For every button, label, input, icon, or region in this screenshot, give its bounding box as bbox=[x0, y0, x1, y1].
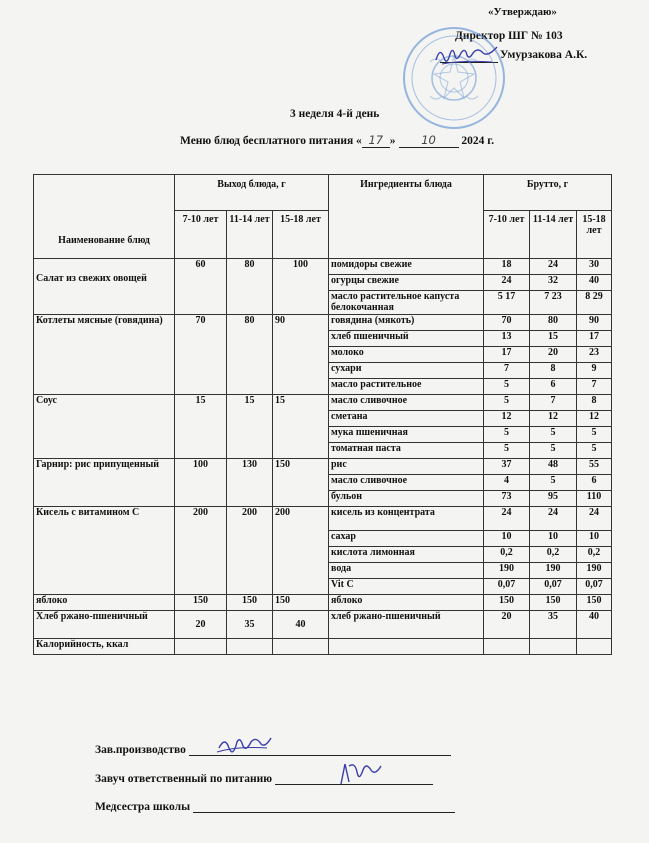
director-title: Директор ШГ № 103 bbox=[455, 30, 563, 42]
gross-value: 24 bbox=[484, 275, 530, 291]
gross-value: 150 bbox=[484, 595, 530, 611]
output-value: 40 bbox=[273, 611, 329, 639]
gross-value: 9 bbox=[577, 363, 612, 379]
output-value: 100 bbox=[175, 459, 227, 507]
approve-label: «Утверждаю» bbox=[488, 6, 557, 18]
menu-month: 10 bbox=[399, 133, 459, 148]
gross-value: 95 bbox=[530, 491, 577, 507]
dish-name: яблоко bbox=[34, 595, 175, 611]
output-value: 150 bbox=[273, 459, 329, 507]
table-row bbox=[34, 315, 612, 331]
ingredient-name: кислота лимонная bbox=[329, 547, 484, 563]
output-value: 200 bbox=[175, 507, 227, 595]
gross-value: 13 bbox=[484, 331, 530, 347]
gross-value: 5 bbox=[484, 443, 530, 459]
gross-value: 17 bbox=[484, 347, 530, 363]
output-value: 80 bbox=[227, 259, 273, 315]
calories-gross bbox=[484, 639, 530, 655]
output-age-15-18: 15-18 лет bbox=[273, 211, 329, 259]
output-value: 60 bbox=[175, 259, 227, 315]
output-age-11-14: 11-14 лет bbox=[227, 211, 273, 259]
output-age-7-10: 7-10 лет bbox=[175, 211, 227, 259]
gross-value: 55 bbox=[577, 459, 612, 475]
gross-value: 7 bbox=[484, 363, 530, 379]
gross-value: 18 bbox=[484, 259, 530, 275]
gross-value: 80 bbox=[530, 315, 577, 331]
gross-value: 5 bbox=[530, 443, 577, 459]
gross-value: 37 bbox=[484, 459, 530, 475]
dish-name: Салат из свежих овощей bbox=[34, 259, 175, 315]
gross-value: 190 bbox=[530, 563, 577, 579]
calories-gross bbox=[577, 639, 612, 655]
table-row bbox=[34, 507, 612, 531]
gross-value: 150 bbox=[530, 595, 577, 611]
dish-name: Котлеты мясные (говядина) bbox=[34, 315, 175, 395]
gross-value: 10 bbox=[530, 531, 577, 547]
ingredient-name: бульон bbox=[329, 491, 484, 507]
gross-value: 24 bbox=[577, 507, 612, 531]
output-value: 15 bbox=[273, 395, 329, 459]
gross-value: 5 bbox=[484, 427, 530, 443]
menu-day: 17 bbox=[362, 133, 390, 148]
ingredient-name: Vit C bbox=[329, 579, 484, 595]
ingredient-name: рис bbox=[329, 459, 484, 475]
gross-value: 110 bbox=[577, 491, 612, 507]
gross-value: 8 bbox=[577, 395, 612, 411]
ingredient-name: вода bbox=[329, 563, 484, 579]
gross-value: 0,07 bbox=[484, 579, 530, 595]
gross-value: 0,07 bbox=[530, 579, 577, 595]
calories-gross bbox=[530, 639, 577, 655]
menu-year: 2024 г. bbox=[461, 135, 495, 147]
output-value: 90 bbox=[273, 315, 329, 395]
table-row bbox=[34, 595, 612, 611]
gross-value: 0,2 bbox=[577, 547, 612, 563]
gross-value: 0,07 bbox=[577, 579, 612, 595]
gross-value: 40 bbox=[577, 275, 612, 291]
table-row bbox=[34, 395, 612, 411]
gross-value: 5 bbox=[530, 427, 577, 443]
calories-ingredient bbox=[329, 639, 484, 655]
gross-value: 48 bbox=[530, 459, 577, 475]
output-value: 150 bbox=[273, 595, 329, 611]
nurse-line bbox=[95, 801, 455, 813]
gross-value: 5 bbox=[577, 427, 612, 443]
ingredient-name: масло сливочное bbox=[329, 395, 484, 411]
gross-value: 150 bbox=[577, 595, 612, 611]
gross-value: 190 bbox=[484, 563, 530, 579]
output-value: 35 bbox=[227, 611, 273, 639]
gross-value: 190 bbox=[577, 563, 612, 579]
gross-value: 30 bbox=[577, 259, 612, 275]
ingredient-name: помидоры свежие bbox=[329, 259, 484, 275]
menu-table bbox=[33, 174, 612, 655]
gross-age-11-14: 11-14 лет bbox=[530, 211, 577, 259]
calories-value bbox=[273, 639, 329, 655]
menu-title-prefix: Меню блюд бесплатного питания « bbox=[180, 135, 362, 147]
output-value: 15 bbox=[175, 395, 227, 459]
gross-value: 73 bbox=[484, 491, 530, 507]
gross-value: 10 bbox=[577, 531, 612, 547]
gross-value: 5 bbox=[484, 395, 530, 411]
ingredient-name: мука пшеничная bbox=[329, 427, 484, 443]
gross-value: 23 bbox=[577, 347, 612, 363]
gross-value: 17 bbox=[577, 331, 612, 347]
gross-value: 35 bbox=[530, 611, 577, 639]
header-ingredients: Ингредиенты блюда bbox=[329, 175, 484, 259]
output-value: 20 bbox=[175, 611, 227, 639]
gross-value: 90 bbox=[577, 315, 612, 331]
gross-value: 20 bbox=[530, 347, 577, 363]
dish-name: Гарнир: рис припущенный bbox=[34, 459, 175, 507]
gross-value: 24 bbox=[530, 259, 577, 275]
header-output: Выход блюда, г bbox=[175, 175, 329, 211]
gross-age-15-18: 15-18 лет bbox=[577, 211, 612, 259]
dish-name: Хлеб ржано-пшеничный bbox=[34, 611, 175, 639]
ingredient-name: масло растительное капуста белокочанная bbox=[329, 291, 484, 315]
ingredient-name: огурцы свежие bbox=[329, 275, 484, 291]
gross-value: 20 bbox=[484, 611, 530, 639]
gross-value: 5 bbox=[530, 475, 577, 491]
ingredient-name: молоко bbox=[329, 347, 484, 363]
calories-row bbox=[34, 639, 612, 655]
ingredient-name: масло сливочное bbox=[329, 475, 484, 491]
calories-value bbox=[175, 639, 227, 655]
gross-age-7-10: 7-10 лет bbox=[484, 211, 530, 259]
gross-value: 15 bbox=[530, 331, 577, 347]
gross-value: 4 bbox=[484, 475, 530, 491]
school-seal-stamp bbox=[400, 24, 508, 132]
output-value: 200 bbox=[227, 507, 273, 595]
nurse-label: Медсестра школы bbox=[95, 801, 191, 813]
gross-value: 7 23 bbox=[530, 291, 577, 315]
gross-value: 8 29 bbox=[577, 291, 612, 315]
ingredient-name: хлеб ржано-пшеничный bbox=[329, 611, 484, 639]
nutrition-head-signature bbox=[335, 758, 385, 788]
gross-value: 5 bbox=[484, 379, 530, 395]
calories-label: Калорийность, ккал bbox=[34, 639, 175, 655]
production-head-label: Зав.производство bbox=[95, 744, 186, 756]
ingredient-name: сметана bbox=[329, 411, 484, 427]
header-dish-name: Наименование блюд bbox=[34, 175, 175, 259]
nurse-signature-line bbox=[193, 812, 455, 813]
week-day-label: 3 неделя 4-й день bbox=[290, 108, 380, 120]
gross-value: 7 bbox=[530, 395, 577, 411]
ingredient-name: яблоко bbox=[329, 595, 484, 611]
nutrition-head-label: Завуч ответственный по питанию bbox=[95, 773, 272, 785]
output-value: 150 bbox=[175, 595, 227, 611]
menu-title: Меню блюд бесплатного питания « 17 » 10 2024 г. bbox=[180, 133, 495, 147]
gross-value: 12 bbox=[577, 411, 612, 427]
gross-value: 0,2 bbox=[484, 547, 530, 563]
output-value: 70 bbox=[175, 315, 227, 395]
output-value: 15 bbox=[227, 395, 273, 459]
table-row bbox=[34, 259, 612, 275]
ingredient-name: томатная паста bbox=[329, 443, 484, 459]
output-value: 130 bbox=[227, 459, 273, 507]
table-row bbox=[34, 611, 612, 639]
calories-value bbox=[227, 639, 273, 655]
gross-value: 5 bbox=[577, 443, 612, 459]
production-head-signature bbox=[215, 730, 275, 758]
gross-value: 6 bbox=[530, 379, 577, 395]
output-value: 80 bbox=[227, 315, 273, 395]
ingredient-name: хлеб пшеничный bbox=[329, 331, 484, 347]
gross-value: 0,2 bbox=[530, 547, 577, 563]
ingredient-name: сухари bbox=[329, 363, 484, 379]
ingredient-name: кисель из концентрата bbox=[329, 507, 484, 531]
table-row bbox=[34, 459, 612, 475]
gross-value: 10 bbox=[484, 531, 530, 547]
output-value: 200 bbox=[273, 507, 329, 595]
gross-value: 32 bbox=[530, 275, 577, 291]
gross-value: 24 bbox=[484, 507, 530, 531]
gross-value: 12 bbox=[530, 411, 577, 427]
dish-name: Соус bbox=[34, 395, 175, 459]
gross-value: 12 bbox=[484, 411, 530, 427]
gross-value: 40 bbox=[577, 611, 612, 639]
gross-value: 7 bbox=[577, 379, 612, 395]
director-signature bbox=[432, 42, 502, 70]
gross-value: 5 17 bbox=[484, 291, 530, 315]
ingredient-name: говядина (мякоть) bbox=[329, 315, 484, 331]
gross-value: 24 bbox=[530, 507, 577, 531]
output-value: 150 bbox=[227, 595, 273, 611]
ingredient-name: масло растительное bbox=[329, 379, 484, 395]
gross-value: 8 bbox=[530, 363, 577, 379]
director-name: Умурзакова А.К. bbox=[500, 49, 588, 61]
gross-value: 6 bbox=[577, 475, 612, 491]
header-gross: Брутто, г bbox=[484, 175, 612, 211]
output-value: 100 bbox=[273, 259, 329, 315]
gross-value: 70 bbox=[484, 315, 530, 331]
dish-name: Кисель с витамином С bbox=[34, 507, 175, 595]
ingredient-name: сахар bbox=[329, 531, 484, 547]
